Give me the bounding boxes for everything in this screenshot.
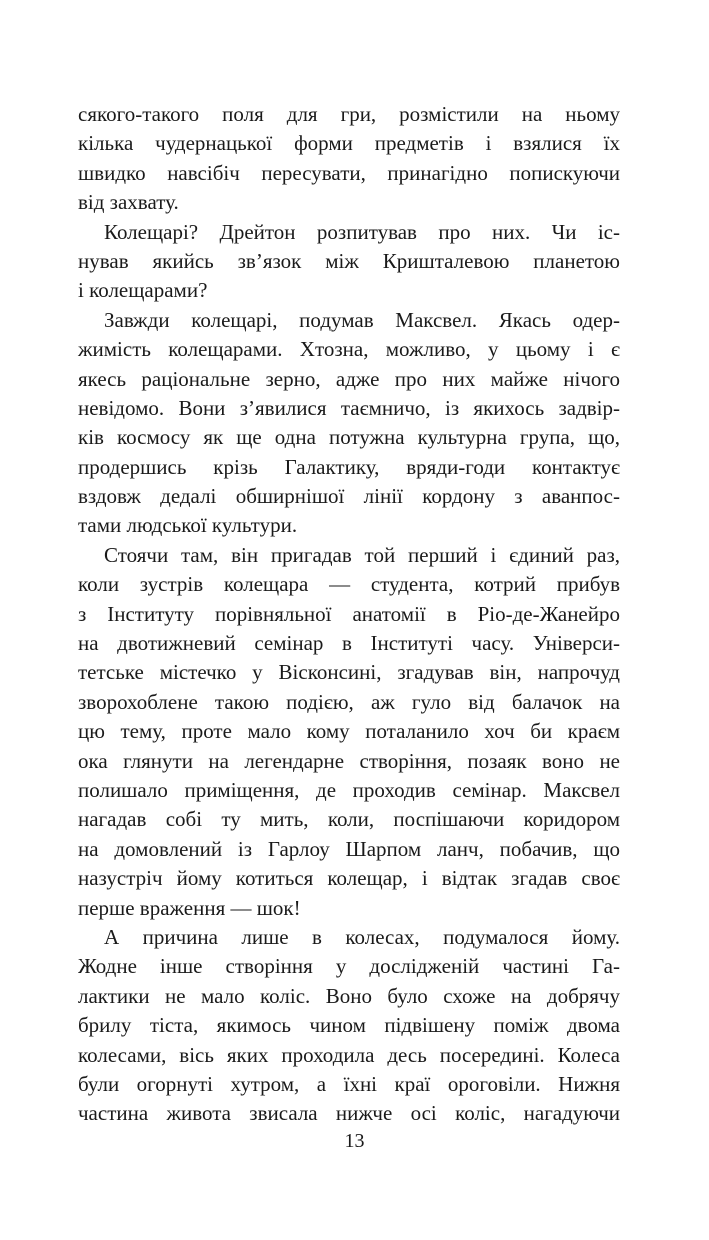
text-line: перше враження — шок! — [78, 895, 301, 920]
text-line: лактики не мало коліс. Воно було схоже на добрячу — [78, 983, 620, 1008]
text-line: Колещарі? Дрейтон розпитував про них. Чи іс- — [104, 219, 620, 244]
text-line: тами людської культури. — [78, 513, 298, 538]
text-line: полишало приміщення, де проходив семінар. Максвел — [78, 777, 620, 802]
page-number: 13 — [344, 1130, 365, 1152]
text-line: з Інституту порівняльної анатомії в Ріо-де-Жанейро — [78, 601, 620, 626]
text-line: Стоячи там, він пригадав той перший і єдиний раз, — [104, 542, 620, 567]
text-line: були огорнуті хутром, а їхні краї ороговіли. Нижня — [78, 1071, 620, 1096]
text-line: ків космосу як ще одна потужна культурна група, що, — [78, 425, 620, 450]
text-line: вздовж дедалі обширнішої лінії кордону з аванпос- — [78, 484, 620, 509]
text-line: нував якийсь зв’язок між Кришталевою планетою — [78, 248, 620, 273]
text-line: і колещарами? — [78, 278, 208, 303]
text-line: швидко навсібіч пересувати, принагідно попискуючи — [78, 160, 620, 185]
text-line: цю тему, проте мало кому поталанило хоч би краєм — [78, 719, 620, 744]
text-line: колесами, вісь яких проходила десь посередині. Колеса — [78, 1042, 620, 1067]
text-line: зворохоблене такою подією, аж гуло від балачок на — [78, 689, 620, 714]
text-line: кілька чудернацької форми предметів і взялися їх — [78, 131, 620, 156]
text-line: брилу тіста, якимось чином підвішену поміж двома — [78, 1013, 620, 1038]
text-line: сякого-такого поля для гри, розмістили на ньому — [78, 102, 620, 126]
text-line: коли зустрів колещара — студента, котрий прибув — [78, 572, 620, 597]
text-line: на двотижневий семінар в Інституті часу. Універси- — [78, 631, 620, 656]
text-line: Жодне інше створіння у дослідженій частині Га- — [78, 954, 620, 979]
text-line: частина живота звисала нижче осі коліс, нагадуючи — [78, 1101, 620, 1126]
text-line: А причина лише в колесах, подумалося йому. — [104, 924, 620, 949]
text-line: ока глянути на легендарне створіння, позаяк воно не — [78, 748, 620, 773]
text-line: якесь раціональне зерно, адже про них майже нічого — [78, 366, 620, 391]
body-text — [78, 100, 620, 1129]
text-line: жимість колещарами. Хтозна, можливо, у цьому і є — [78, 337, 620, 362]
text-line: нагадав собі ту мить, коли, поспішаючи коридором — [78, 807, 620, 832]
text-line: назустріч йому котиться колещар, і відтак згадав своє — [78, 866, 620, 891]
text-line: невідомо. Вони з’явилися таємничо, із якихось задвір- — [78, 395, 620, 420]
text-line: тетське містечко у Вісконсині, згадував він, напрочуд — [78, 660, 620, 685]
text-line: Завжди колещарі, подумав Максвел. Якась одер- — [104, 307, 620, 332]
text-line: від захвату. — [78, 190, 179, 215]
text-line: продершись крізь Галактику, вряди-годи контактує — [78, 454, 620, 479]
text-line: на домовлений із Гарлоу Шарпом ланч, побачив, що — [78, 836, 620, 861]
